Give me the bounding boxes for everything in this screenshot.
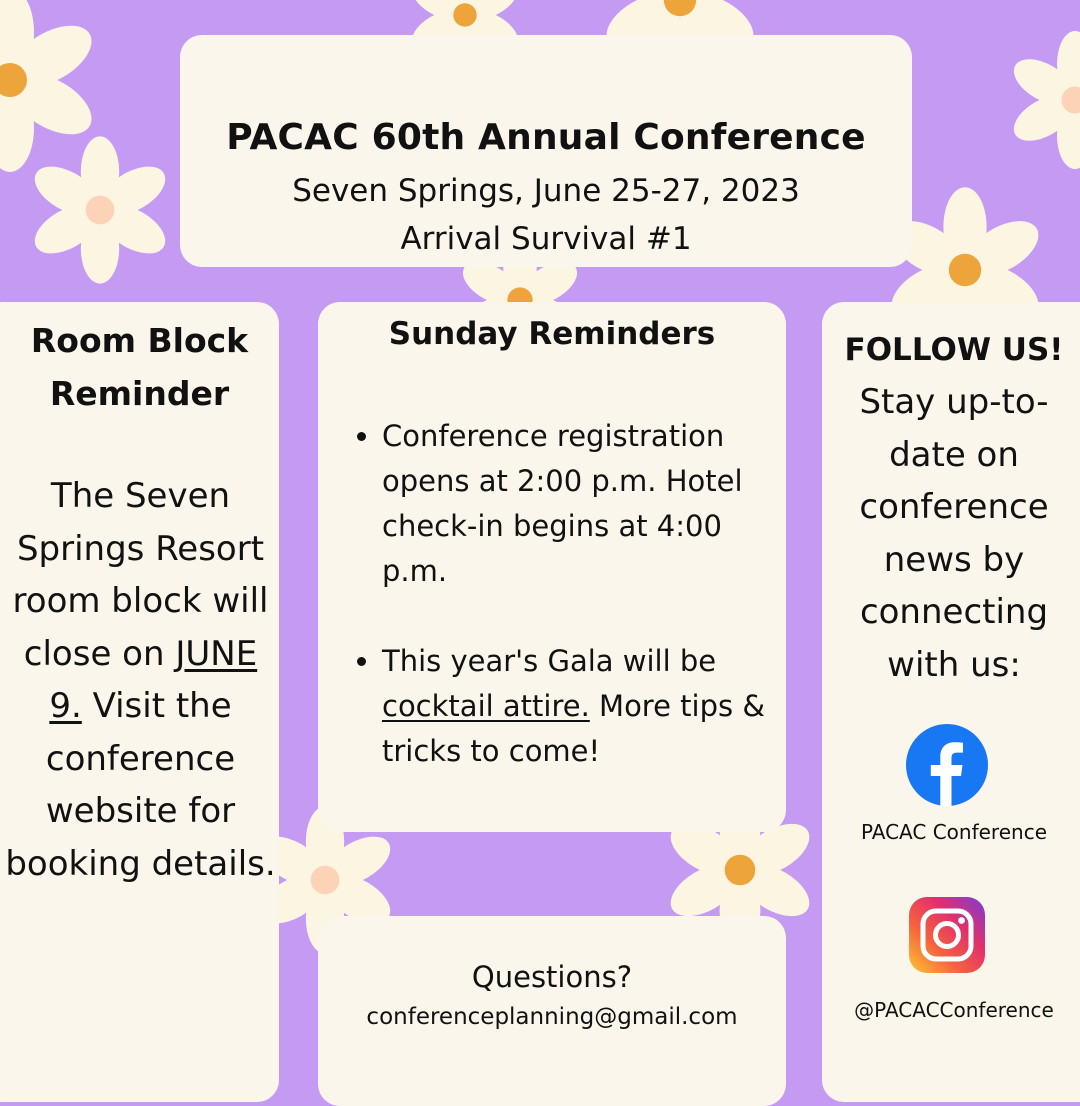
room-block-heading [0, 314, 279, 420]
daisy-flower-icon [20, 130, 180, 290]
questions-card [318, 916, 786, 1106]
page-subtitle: Arrival Survival #1 [180, 221, 912, 257]
contact-email[interactable]: conferenceplanning@gmail.com [318, 1004, 786, 1030]
location-dates: Seven Springs, June 25-27, 2023 [180, 173, 912, 209]
room-block-body-part2: Visit the conference website for booking details. [5, 686, 275, 884]
follow-heading: FOLLOW US! [822, 332, 1080, 368]
facebook-page-name[interactable]: PACAC Conference [822, 820, 1080, 844]
room-block-body [4, 470, 277, 890]
questions-label: Questions? [318, 960, 786, 994]
tips-text: More tips & tricks to come! [382, 689, 765, 768]
room-block-heading-line1: Room Block [31, 321, 248, 360]
attire-text: cocktail attire. [382, 689, 590, 723]
instagram-icon[interactable] [909, 897, 985, 977]
follow-us-card [822, 302, 1080, 1102]
follow-body: Stay up-to-date on conference news by connecting with us: [822, 376, 1080, 691]
list-item: • Conference registration opens at 2:00 p.m. Hotel check-in begins at 4:00 p.m. [382, 414, 766, 594]
facebook-icon[interactable] [906, 724, 988, 810]
page-title: PACAC 60th Annual Conference [180, 117, 912, 158]
sunday-reminders-card [318, 302, 786, 832]
sunday-reminders-heading: Sunday Reminders [318, 316, 786, 352]
room-block-deadline: JUNE 9. [49, 634, 257, 727]
daisy-flower-icon [1000, 25, 1080, 175]
room-block-body-part1: The Seven Springs Resort room block will close on [13, 476, 269, 674]
room-block-card [0, 302, 279, 1102]
reminders-list [348, 414, 766, 819]
gala-text: This year's Gala will be [382, 644, 716, 678]
header-card [180, 35, 912, 267]
list-item [382, 639, 766, 774]
instagram-handle[interactable]: @PACACConference [822, 998, 1080, 1022]
room-block-heading-line2: Reminder [50, 374, 229, 413]
